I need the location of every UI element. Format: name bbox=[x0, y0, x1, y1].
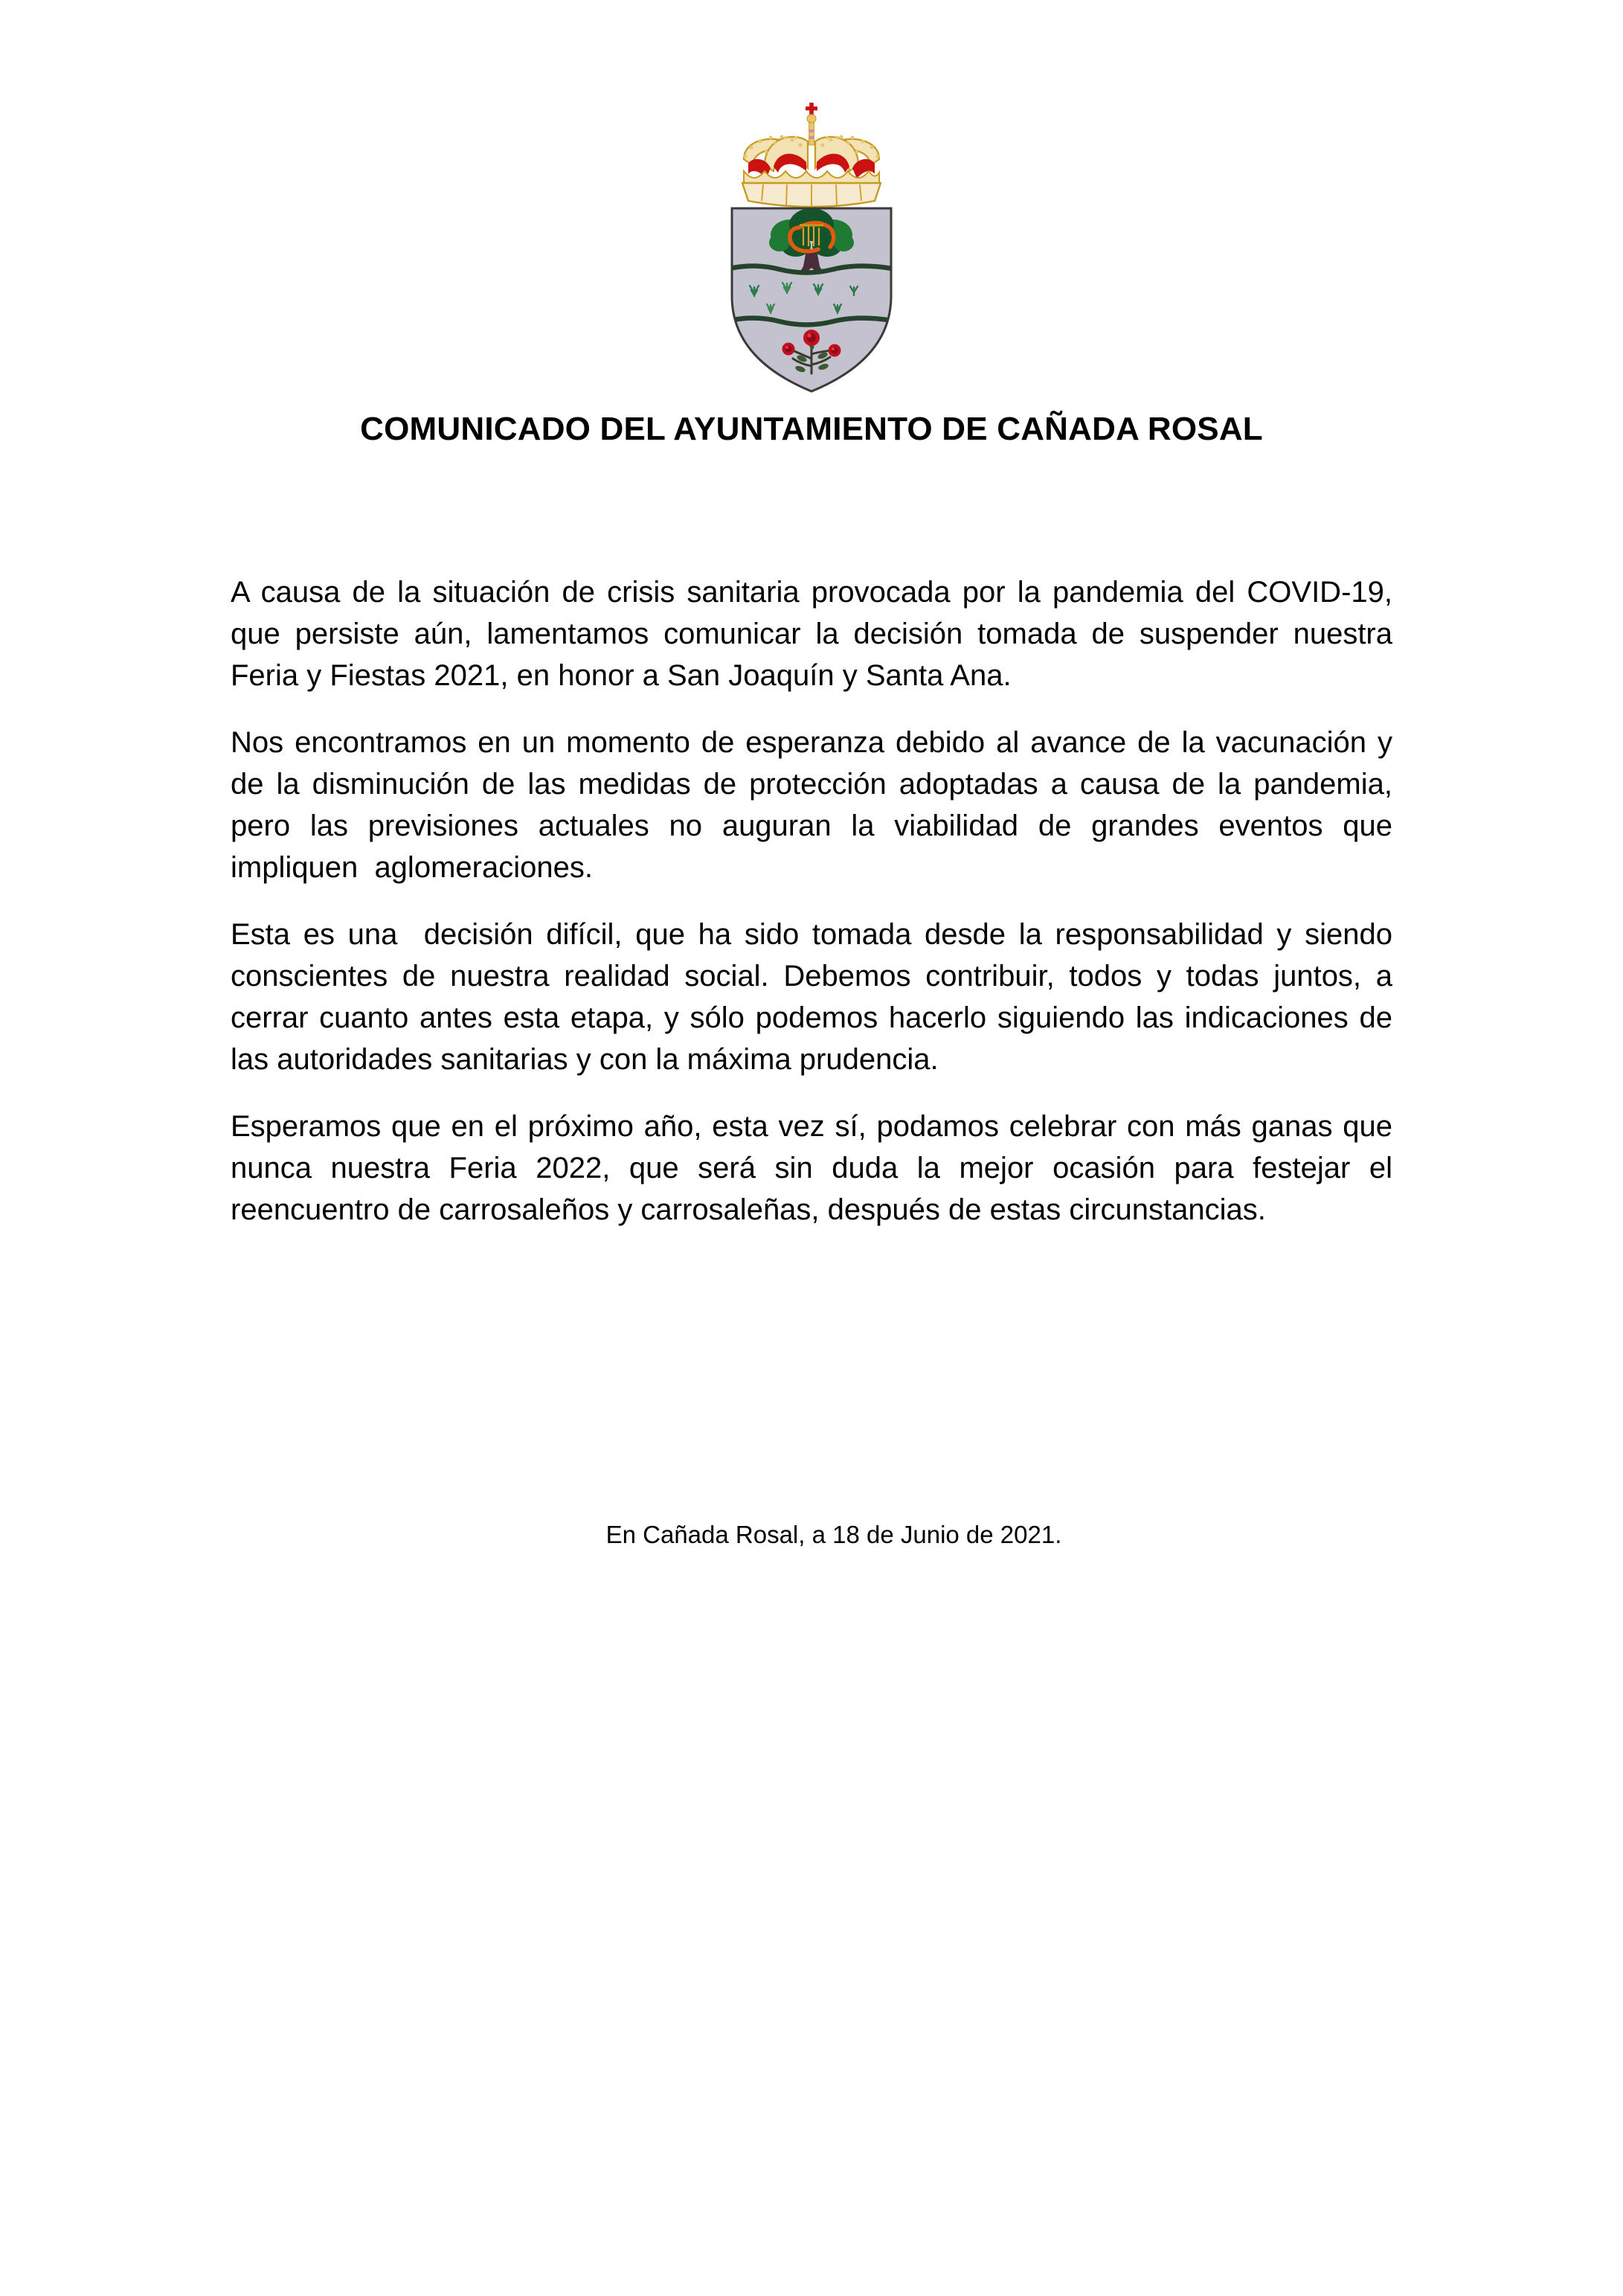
coat-of-arms-container bbox=[0, 97, 1623, 405]
paragraph-3: Esta es una decisión difícil, que ha sido tomada desde la responsabilidad y siendo conscientes de nuestra realidad social. Debemos contribuir, todos y todas juntos, a cerrar cuanto antes esta etapa, y sólo podemos hacerlo siguiendo las indicaciones de las autoridades sanitarias y con la máxima prudencia. bbox=[231, 918, 1401, 1076]
shield-icon bbox=[726, 208, 897, 391]
royal-crown-icon bbox=[742, 103, 881, 207]
paragraph-1: A causa de la situación de crisis sanitaria provocada por la pandemia del COVID-19, que persiste aún, lamentamos comunicar la decisión tomada de suspender nuestra Feria y Fiestas 2021, en honor a San Joaquín y Santa Ana. bbox=[231, 576, 1401, 692]
document-body bbox=[231, 571, 1401, 1256]
paragraph-2: Nos encontramos en un momento de esperanza debido al avance de la vacunación y de la disminución de las medidas de protección adoptadas a causa de la pandemia, pero las previsiones actuales no auguran la viabilidad de grandes eventos que impliquen aglomeraciones. bbox=[231, 726, 1401, 884]
closing-line: En Cañada Rosal, a 18 de Junio de 2021. bbox=[605, 1521, 1062, 1548]
coat-of-arms-icon bbox=[719, 97, 904, 405]
page-title: COMUNICADO DEL AYUNTAMIENTO DE CAÑADA ROSAL bbox=[360, 411, 1263, 447]
paragraph-4: Esperamos que en el próximo año, esta vez sí, podamos celebrar con más ganas que nunca nuestra Feria 2022, que será sin duda la mejor ocasión para festejar el reencuentro de carrosaleños y carrosaleñas, después de estas circunstancias. bbox=[231, 1110, 1401, 1226]
